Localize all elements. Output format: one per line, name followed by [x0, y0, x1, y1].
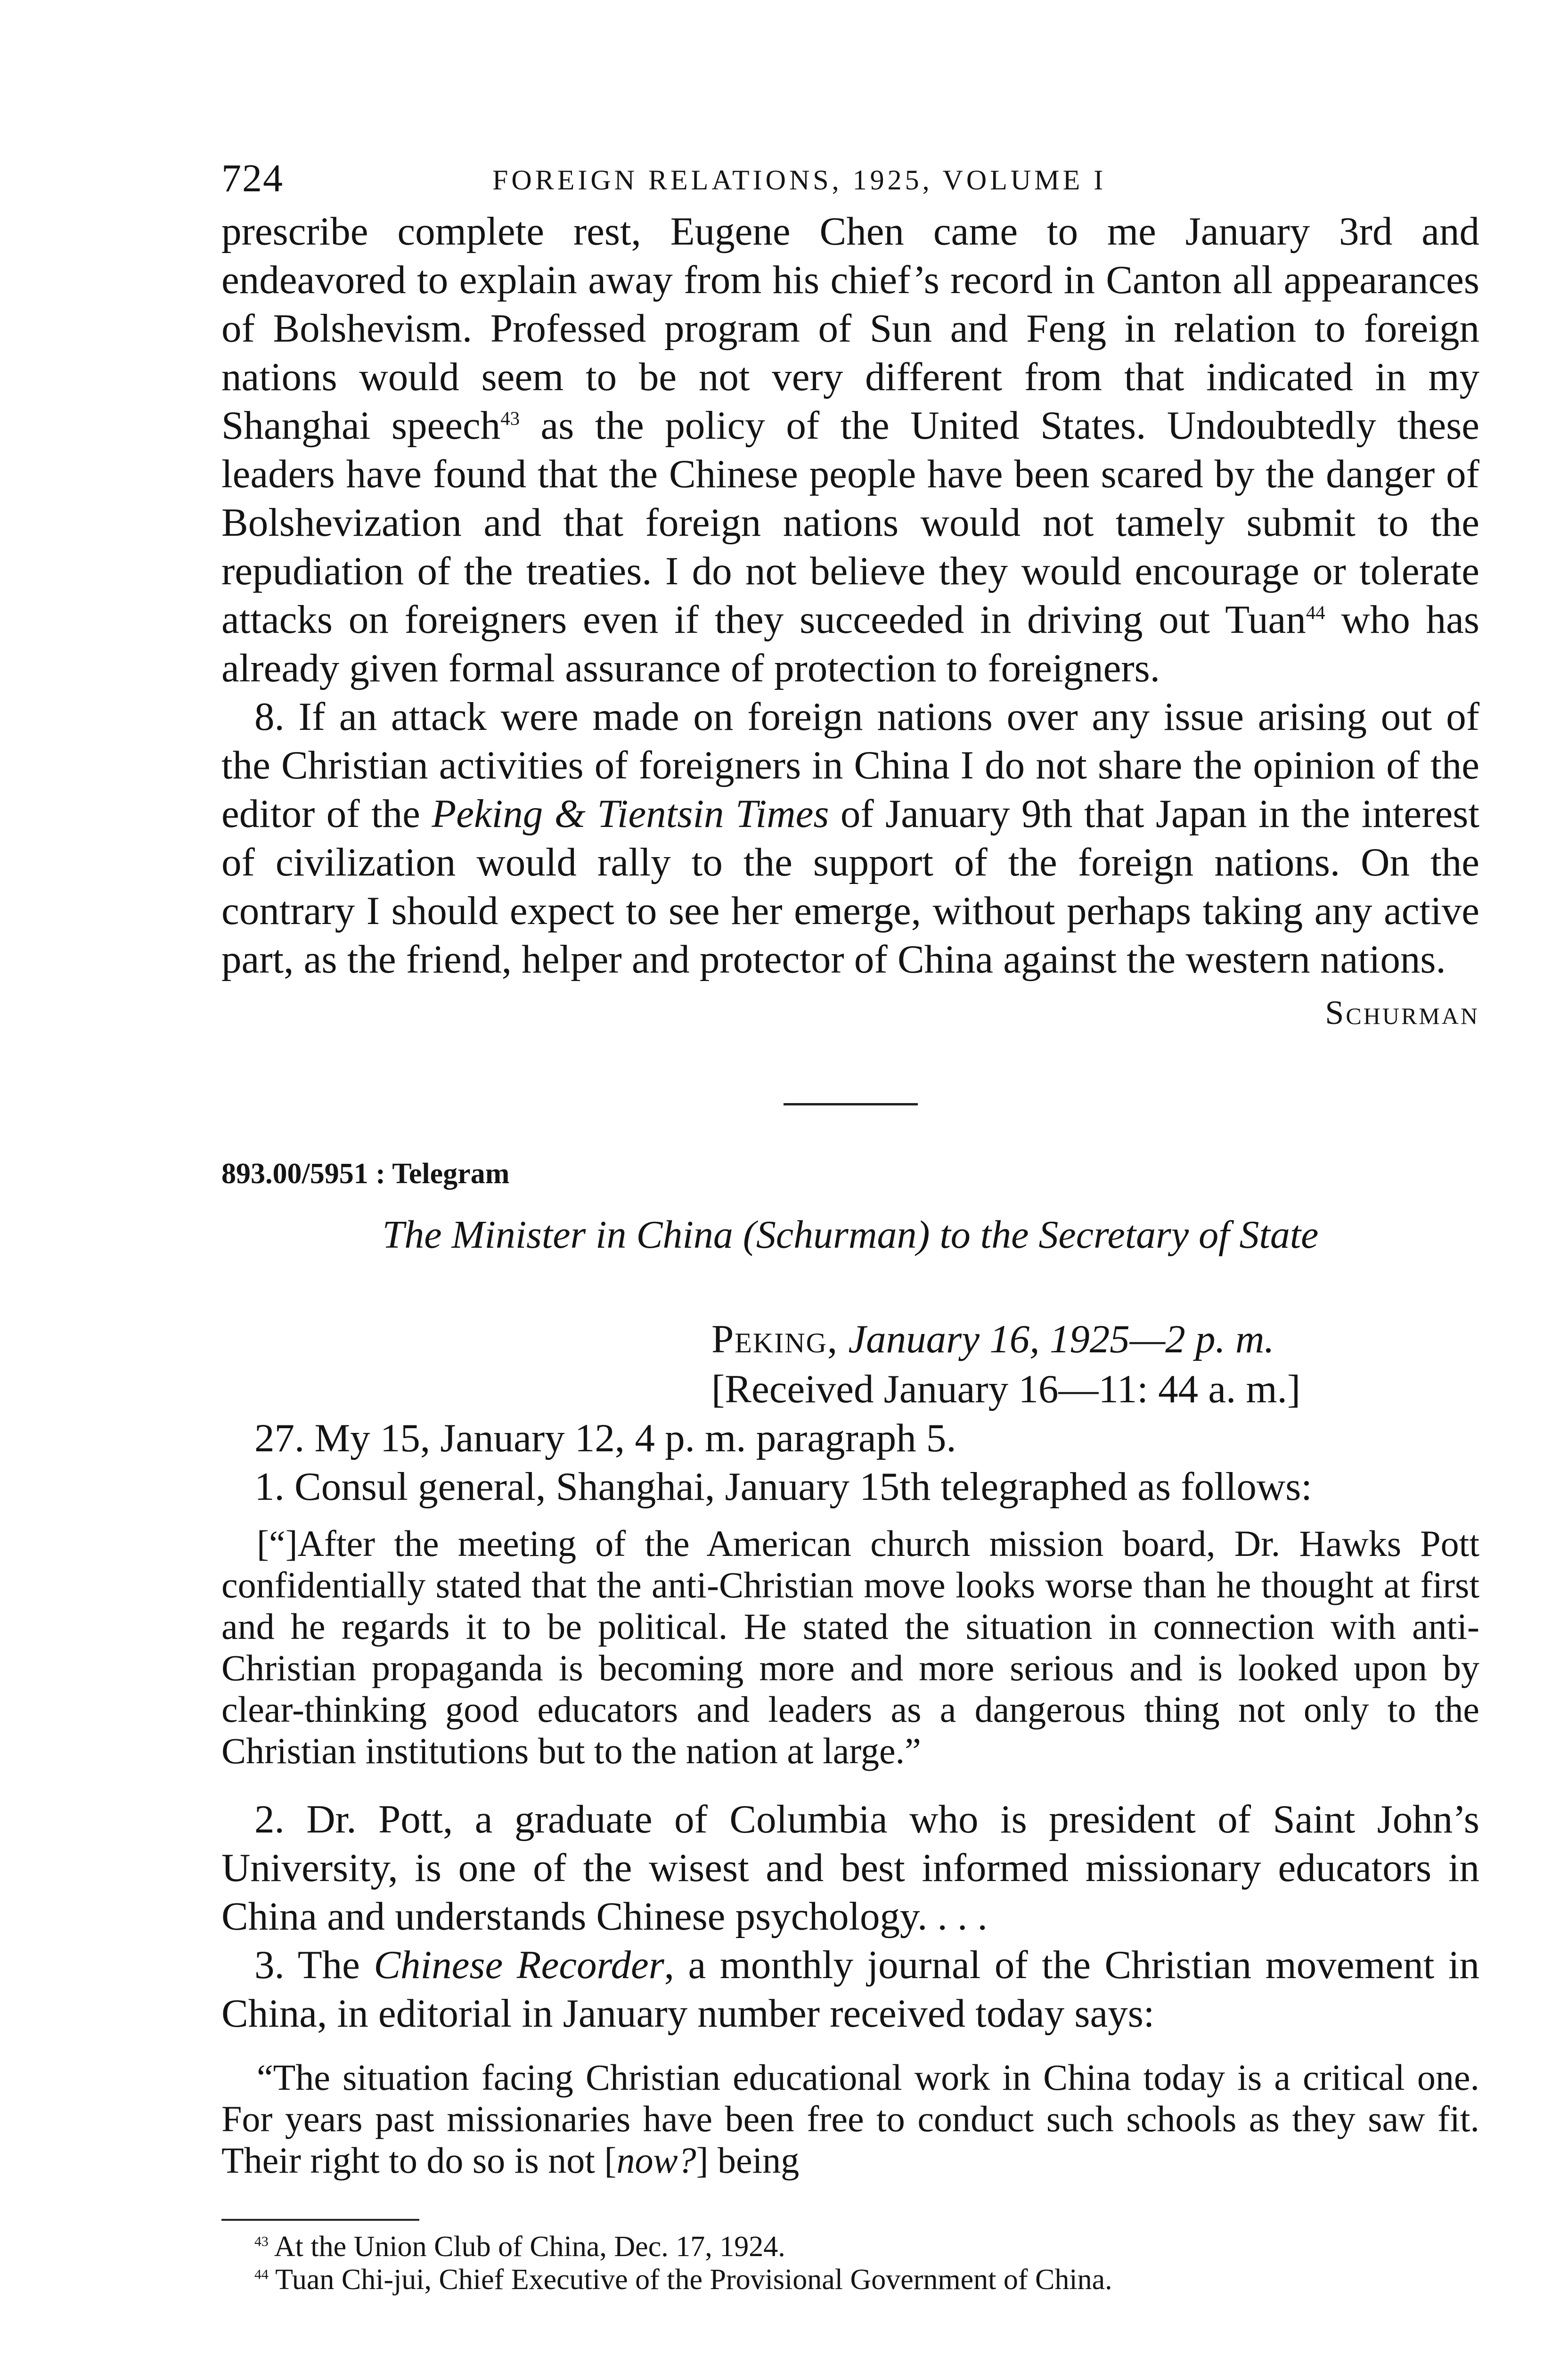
footnote-ref-43: 43	[500, 408, 520, 429]
quote-2-text-a: “The situation facing Christian educational work in China today is a critical one. For years past missionaries have been free to conduct such schools as they saw fit. Their right to do so is not [	[221, 2057, 1479, 2181]
footnote-text-43: At the Union Club of China, Dec. 17, 1924.	[274, 2231, 785, 2263]
main-text	[221, 207, 1479, 1037]
spacer	[221, 1772, 1479, 1795]
telegram-body-continued	[221, 1795, 1479, 2038]
running-title: FOREIGN RELATIONS, 1925, VOLUME I	[492, 164, 1107, 196]
section-divider	[784, 1103, 918, 1105]
footnotes	[254, 2230, 1479, 2296]
date-line	[711, 1314, 1479, 1364]
footnote-marker-44: 44	[254, 2266, 269, 2282]
continuation-text-3: who has already given formal assurance of protection to foreigners.	[221, 597, 1479, 690]
dateline	[711, 1314, 1479, 1414]
paragraph-8-text-2: of January 9th that Japan in the interest of civilization would rally to the support of the foreign nations. On the contrary I should expect to see her emerge, without perhaps taking any active part, as the friend, helper and protector of China against the western nations.	[221, 792, 1479, 982]
footnote-ref-44: 44	[1306, 602, 1325, 623]
journal-title: Chinese Recorder	[374, 1943, 664, 1987]
quote-1-text: [“]After the meeting of the American church mission board, Dr. Hawks Pott confidentially stated that the anti-Christian move looks worse than he thought at first and he regards it to be political. He stated the situation in connection with anti-Christian propaganda is becoming more and more serious and is looked upon by clear-thinking good educators and leaders as a dangerous thing not only to the Christian institutions but to the nation at large.”	[221, 1523, 1479, 1771]
paragraph-2: 2. Dr. Pott, a graduate of Columbia who is president of Saint John’s University, is one of the wisest and best informed missionary educators in China and understands Chinese psychology. . . .	[221, 1797, 1479, 1939]
received-line: [Received January 16—11: 44 a. m.]	[711, 1367, 1301, 1411]
footnote-43	[254, 2230, 1479, 2263]
telegram-body	[221, 1414, 1479, 1511]
date: January 16, 1925—2 p. m.	[848, 1317, 1274, 1361]
document-title: The Minister in China (Schurman) to the Secretary of State	[382, 1213, 1319, 1257]
paragraph-3	[221, 1941, 1479, 2038]
paragraph-3-text-b: , a monthly journal of the Christian movement in China, in editorial in January number received today says:	[221, 1943, 1479, 2036]
newspaper-title: Peking & Tientsin Times	[432, 792, 829, 836]
quote-2-text	[221, 2057, 1479, 2181]
continuation-paragraph	[221, 207, 1479, 693]
paragraph-8-text-1: 8. If an attack were made on foreign nations over any issue arising out of the Christian activities of foreigners in China I do not share the opinion of the editor of the	[221, 695, 1479, 836]
place: Peking,	[711, 1317, 839, 1361]
quote-2-text-b: ] being	[696, 2140, 800, 2181]
paragraph-8	[221, 693, 1479, 984]
paragraph-27: 27. My 15, January 12, 4 p. m. paragraph 5.	[254, 1416, 956, 1460]
running-header	[221, 155, 1479, 207]
footnote-text-44: Tuan Chi-jui, Chief Executive of the Provisional Government of China.	[275, 2264, 1112, 2296]
file-number: 893.00/5951 : Telegram	[221, 1158, 510, 1190]
footnote-44	[254, 2263, 1479, 2296]
paragraph-1: 1. Consul general, Shanghai, January 15th telegraphed as follows:	[254, 1464, 1312, 1509]
quote-2	[221, 2057, 1479, 2181]
page-number: 724	[221, 156, 284, 200]
signature: Schurman	[1325, 994, 1479, 1031]
quote-2-italic: now?	[616, 2140, 696, 2181]
paragraph-3-text-a: 3. The	[254, 1943, 374, 1987]
continuation-text-2: as the policy of the United States. Undoubtedly these leaders have found that the Chinese people have been scared by the danger of Bolshevization and that foreign nations would not tamely submit to the repudiation of the treaties. I do not believe they would encourage or tolerate attacks on foreigners even if they succeeded in driving out Tuan	[221, 403, 1479, 642]
footnote-rule	[221, 2219, 419, 2221]
continuation-text-1: prescribe complete rest, Eugene Chen came to me January 3rd and endeavored to explain away from his chief’s record in Canton all appearances of Bolshevism. Professed program of Sun and Feng in relation to foreign nations would seem to be not very different from that indicated in my Shanghai speech	[221, 209, 1479, 448]
footnote-marker-43: 43	[254, 2233, 269, 2250]
page	[221, 155, 1479, 2296]
quote-1	[221, 1523, 1479, 1772]
